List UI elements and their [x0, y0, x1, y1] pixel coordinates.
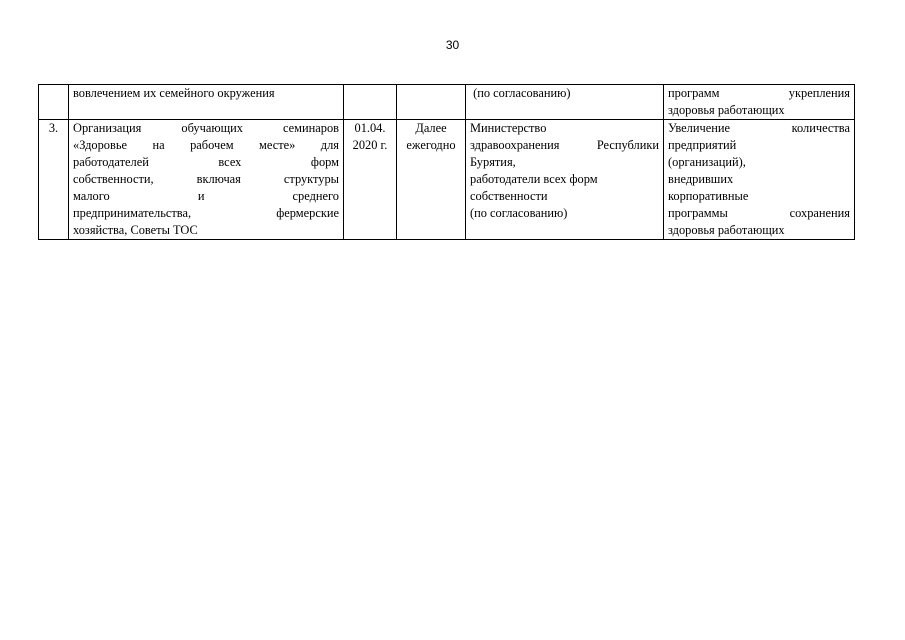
- result-line: здоровья работающих: [668, 103, 785, 117]
- table-row: [39, 120, 855, 240]
- result-line: программы сохранения: [668, 206, 850, 220]
- activity-line: хозяйства, Советы ТОС: [73, 223, 198, 237]
- result-line: корпоративные: [668, 189, 749, 203]
- executor-cell: [466, 120, 664, 240]
- executor-line: (по согласованию): [470, 206, 568, 220]
- result-cell: [664, 120, 855, 240]
- page-number: 30: [445, 38, 460, 52]
- activity-cell: [69, 85, 344, 120]
- plan-table: [38, 84, 855, 240]
- executor-line: (по согласованию): [470, 86, 571, 100]
- activity-line: Организация обучающих семинаров: [73, 121, 339, 135]
- activity-line: собственности, включая структуры: [73, 172, 339, 186]
- executor-line: работодатели всех форм: [470, 172, 598, 186]
- executor-line: Бурятия,: [470, 155, 516, 169]
- executor-cell: [466, 85, 664, 120]
- executor-line: здравоохранения Республики: [470, 138, 659, 152]
- activity-cell: [69, 120, 344, 240]
- start-date-cell: 01.04. 2020 г.: [344, 120, 397, 240]
- period-cell: Далее ежегодно: [397, 120, 466, 240]
- activity-line: предпринимательства, фермерские: [73, 206, 339, 220]
- table-row: [39, 85, 855, 120]
- activity-line: работодателей всех форм: [73, 155, 339, 169]
- row-number-cell: 3.: [39, 120, 69, 240]
- activity-line: вовлечением их семейного окружения: [73, 86, 275, 100]
- activity-line: «Здоровье на рабочем месте» для: [73, 138, 339, 152]
- result-line: (организаций),: [668, 155, 746, 169]
- result-line: Увеличение количества: [668, 121, 850, 135]
- result-line: предприятий: [668, 138, 737, 152]
- result-line: внедривших: [668, 172, 734, 186]
- row-number-cell: [39, 85, 69, 120]
- result-line: программ укрепления: [668, 86, 850, 100]
- activity-line: малого и среднего: [73, 189, 339, 203]
- period-cell: [397, 85, 466, 120]
- executor-line: Министерство: [470, 121, 547, 135]
- executor-line: собственности: [470, 189, 548, 203]
- start-date-cell: [344, 85, 397, 120]
- result-line: здоровья работающих: [668, 223, 785, 237]
- result-cell: [664, 85, 855, 120]
